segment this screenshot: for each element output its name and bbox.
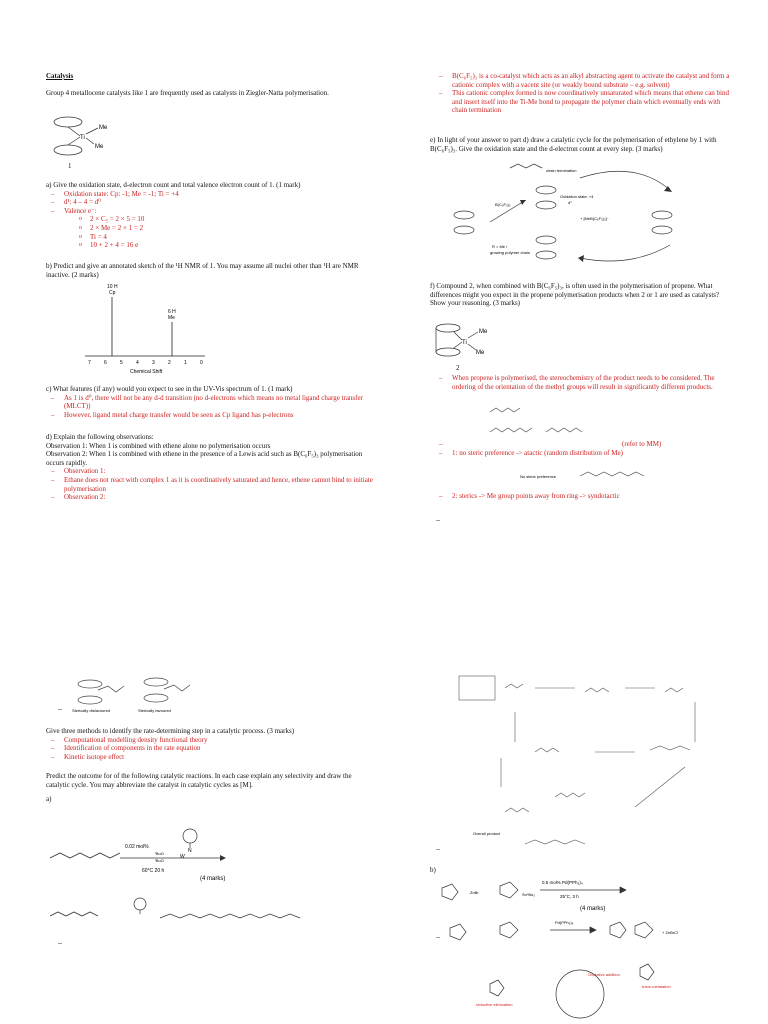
transmetalation-label: trans-metalation	[642, 984, 671, 989]
cycle-label-borane: B(C₆F₅)₃	[495, 202, 511, 207]
question-f-text: f) Compound 2, when combined with B(C₆F₅)₃, is often used in the polymerisation of propene. What differences might you expect in the propene polymerisation products when 2 or 1 are used as catalysts? Show your reasoning. (3 marks)	[430, 282, 720, 308]
answer-f-1: – When propene is polymerised, the stereochemistry of the product needs to be considered. The ordering of the orientation of the methyl groups will result in significantly different products.	[452, 374, 730, 391]
page-title: Catalysis	[46, 72, 74, 80]
question-d-obs1: Observation 1: When 1 is combined with ethene alone no polymerisation occurs	[46, 441, 271, 450]
question-rate	[46, 727, 376, 761]
overall-product-label: Overall product	[473, 831, 501, 836]
dash-mark-1: –	[58, 704, 62, 713]
reaction-b-scheme	[430, 876, 730, 1024]
answer-d-1: – Observation 1:	[64, 467, 376, 476]
cycle-label-termination: chain termination	[546, 168, 577, 173]
answer-f-3: – 2: sterics -> Me group points away from ring -> syndotactic	[452, 492, 730, 501]
compound-2-label: 2	[456, 364, 460, 372]
answer-f-2: – 1: no steric preference -> atactic (random distribution of Me)	[452, 449, 730, 458]
otbu-label-2: ᵗBuO	[155, 858, 164, 863]
question-predict	[46, 772, 376, 804]
me-label-bottom: Me	[95, 144, 104, 150]
me-label-top: Me	[99, 125, 108, 131]
cat-conditions-label: 60°C 20 h	[142, 868, 165, 874]
nmr-tick-1: 1	[184, 360, 187, 366]
question-b	[46, 262, 376, 279]
answer-c-1: – As 1 is d⁰, there will not be any d-d transition (no d-electrons which means no metal ligand charge transfer (MLCT))	[64, 394, 376, 411]
b-condition-1: 0.5 mol% Pd(PPh₃)₄	[542, 880, 583, 885]
answer-a-sub-3: o Ti = 4	[90, 233, 376, 242]
steric-label-disfavoured: Sterically disfavoured	[72, 708, 111, 713]
syndiotactic-mechanism	[455, 672, 725, 852]
intro-text: Group 4 metallocene catalysts like 1 are frequently used as catalysts in Ziegler-Natta polymerisation.	[46, 88, 329, 97]
answer-rate-2: – Identification of components in the rate equation	[64, 744, 376, 753]
me-label-bottom-2: Me	[476, 350, 485, 356]
question-predict-text: Predict the outcome for of the following catalytic reactions. In each case explain any selectivity and draw the catalytic cycle. You may abbreviate the catalyst in catalytic cycles as [M].	[46, 772, 352, 789]
bullet-cocatalyst: – B(C₆F₅)₃ is a co-catalyst which acts as an alkyl abstracting agent to activate the catalyst and form a cationic complex with a vacent site (or weakly bound substrate – e.g. solvent)	[452, 72, 730, 89]
nmr-tick-2: 2	[168, 360, 171, 366]
dash-mark-2: –	[58, 938, 62, 947]
catalytic-cycle-e	[430, 160, 730, 270]
nmr-peak2-label: 6 H	[168, 309, 176, 315]
question-d-obs2: Observation 2: When 1 is combined with ethene in the presence of a Lewis acid such as B(C₆F₅)₃ polymerisation occurs rapidly.	[46, 450, 363, 467]
answer-c-2: – However, ligand metal charge transfer would be seen as Cp ligand has p-electrons	[64, 411, 376, 420]
question-f	[430, 282, 730, 308]
answer-f	[430, 374, 730, 391]
cat-loading-label: 0.02 mol%	[125, 844, 149, 850]
w-label: W	[180, 854, 185, 860]
oxidative-addition-label: Oxidative addition	[588, 972, 620, 977]
question-c	[46, 385, 376, 419]
answer-a-sub-1: o 2 × C₅ = 2 × 5 = 10	[90, 215, 376, 224]
cycle-ox-label-1: Oxidation state: +4	[560, 194, 594, 199]
nmr-x-label: Chemical Shift	[130, 369, 163, 375]
steric-structures	[68, 672, 198, 714]
marks-label-b: (4 marks)	[580, 906, 606, 912]
nmr-peak2-sub: Me	[168, 315, 175, 321]
compound-2-structure	[430, 316, 500, 372]
part-b-label: b)	[430, 866, 436, 874]
question-c-text: c) What features (if any) would you expect to see in the UV-Vis spectrum of 1. (1 mark)	[46, 385, 293, 393]
b-pd-label: Pd(PPh₃)₄	[555, 920, 574, 925]
otbu-label-1: ᵗBuO	[155, 851, 164, 856]
nmr-tick-labels	[88, 360, 203, 366]
answer-a-sub-2: o 2 × Me = 2 × 1 = 2	[90, 224, 376, 233]
part-b	[430, 866, 730, 875]
answer-f-mm: – (refer to MM)	[452, 440, 730, 449]
question-e-text: e) In light of your answer to part d) draw a catalytic cycle for the polymerisation of ethylene by 1 with B(C₆F₅)₃. Give the oxidation state and the d-electron count at every step. (3 marks)	[430, 136, 717, 153]
cycle-label-r: R = Me /	[492, 244, 508, 249]
b-znbr-label: ZnBr	[470, 890, 479, 895]
b-znbrcl-label: + ZnBrCl	[662, 930, 678, 935]
compound-1-structure	[50, 110, 120, 170]
b-condition-2: 25°C, 3 h	[560, 894, 579, 899]
question-a	[46, 181, 376, 250]
question-rate-text: Give three methods to identify the rate-determining step in a catalytic process. (3 marks)	[46, 727, 295, 735]
n-label: N	[188, 848, 192, 854]
nmr-peak1-label: 10 H	[107, 284, 118, 290]
left-column	[46, 72, 376, 97]
answer-rate-3: – Kinetic isotope effect	[64, 753, 376, 762]
answer-d-2: – Ethane does not react with complex 1 as it is coordinatively saturated and hence, ethene cannot bind to initiate polymerisation	[64, 476, 376, 493]
question-e	[430, 136, 730, 153]
answer-a-1: – Oxidation state: Cp: -1; Me = -1; Ti = +4	[64, 190, 376, 199]
nmr-tick-0: 0	[200, 360, 203, 366]
question-d-text: d) Explain the following observations:	[46, 433, 154, 441]
answer-a-2: – d¹: 4 – 4 = d⁰	[64, 198, 376, 207]
cycle-ox-label-2: d⁰	[568, 200, 572, 205]
answer-d-3: – Observation 2:	[64, 493, 376, 502]
nmr-sketch	[80, 282, 220, 377]
nmr-tick-6: 6	[104, 360, 107, 366]
reductive-elimination-label: reductive elimination	[476, 1002, 513, 1007]
steric-label-favoured: Sterically favoured	[138, 708, 171, 713]
ti-label-2: Ti	[462, 340, 467, 346]
me-label-top-2: Me	[479, 329, 488, 335]
nmr-peak1-sub: Cp	[109, 290, 116, 296]
nmr-tick-5: 5	[120, 360, 123, 366]
answer-a-sub-4: o 10 + 2 + 4 = 16 e	[90, 241, 376, 250]
part-a-label: a)	[46, 795, 52, 804]
b-sn-label: SnⁿBu₃	[522, 892, 535, 897]
nmr-tick-4: 4	[136, 360, 139, 366]
compound-1-label: 1	[68, 162, 72, 170]
right-column-top	[430, 72, 730, 115]
answer-f-cont	[430, 440, 730, 457]
cycle-label-growing: growing polymer chain	[490, 250, 531, 255]
question-a-text: a) Give the oxidation state, d-electron count and total valence electron count of 1. (1 mark)	[46, 181, 301, 189]
nmr-tick-3: 3	[152, 360, 155, 366]
answer-f-cont2	[430, 492, 730, 501]
reaction-a-scheme	[50, 828, 350, 948]
dash-mark-5: –	[436, 932, 440, 941]
answer-rate-1: – Computational modelling density functional theory	[64, 736, 376, 745]
question-d	[46, 433, 376, 502]
no-steric-label: No steric preference	[520, 474, 557, 479]
nmr-tick-7: 7	[88, 360, 91, 366]
dash-mark-3: –	[436, 515, 440, 524]
ti-label: Ti	[80, 135, 85, 141]
question-b-text: b) Predict and give an annotated sketch of the ¹H NMR of 1. You may assume all nuclei other than ¹H are NMR inactive. (2 marks)	[46, 262, 359, 279]
dash-mark-4: –	[436, 844, 440, 853]
marks-label-a: (4 marks)	[200, 876, 226, 882]
answer-a-3: – Valence e⁻:	[64, 207, 376, 216]
cycle-label-anion: + [MeB(C₆F₅)₃]⁻	[580, 216, 609, 221]
bullet-cationic: – This cationic complex formed is now coordinatively unsaturated which means that ethene can bind and insert itself into the Ti-Me bond to propagate the polymer chain which eventually ends with chain termination	[452, 89, 730, 115]
